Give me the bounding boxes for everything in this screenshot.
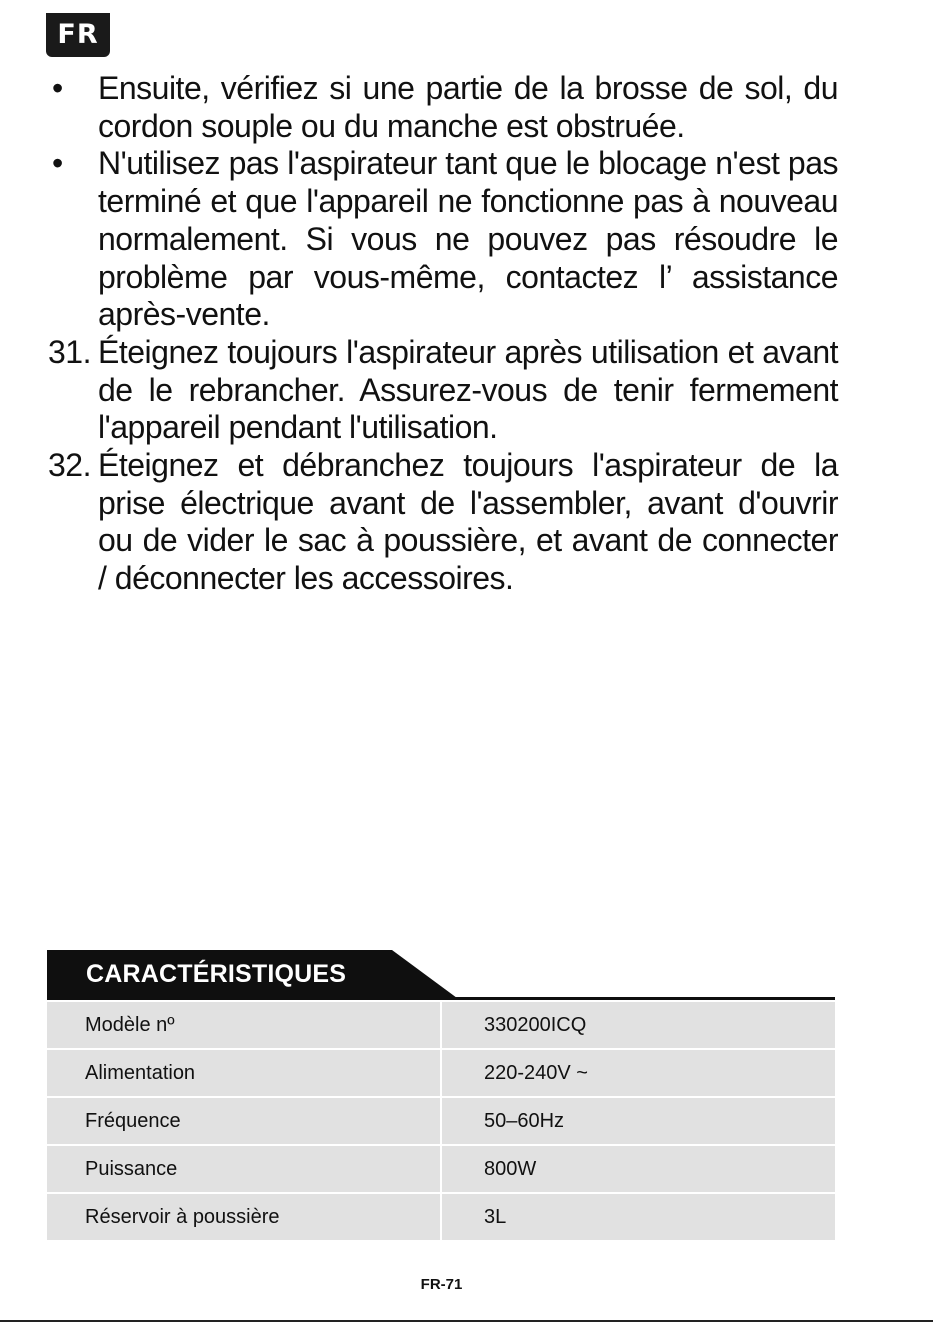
specs-divider (47, 997, 835, 1000)
spec-value: 330200ICQ (442, 1002, 835, 1048)
list-item (48, 70, 838, 145)
list-bullet: • (52, 70, 63, 106)
list-item-text: Éteignez et débranchez toujours l'aspirateur de la prise électrique avant de l'assembler, avant d'ouvrir ou de vider le sac à poussière, et avant de connecter / déconnecter les accessoires. (98, 447, 838, 597)
bottom-divider (0, 1320, 933, 1322)
spec-label: Modèle nº (47, 1002, 440, 1048)
language-badge: FR (46, 13, 110, 57)
table-row (47, 1098, 835, 1144)
table-row (47, 1002, 835, 1048)
spec-label: Fréquence (47, 1098, 440, 1144)
table-row (47, 1194, 835, 1240)
list-item-text: N'utilisez pas l'aspirateur tant que le blocage n'est pas terminé et que l'appareil ne fonctionne pas à nouveau normalement. Si vous ne pouvez pas résoudre le problème par vous-même, contactez l’ assistance après-vente. (98, 145, 838, 333)
spec-value: 800W (442, 1146, 835, 1192)
page-number: FR-71 (420, 1276, 463, 1293)
list-number: 32. (48, 447, 91, 484)
specs-table (47, 1002, 835, 1242)
spec-label: Réservoir à poussière (47, 1194, 440, 1240)
spec-label: Alimentation (47, 1050, 440, 1096)
specs-title: CARACTÉRISTIQUES (86, 960, 347, 988)
spec-value: 220-240V ~ (442, 1050, 835, 1096)
spec-value: 3L (442, 1194, 835, 1240)
list-item (48, 145, 838, 334)
list-item (48, 334, 838, 447)
spec-value: 50–60Hz (442, 1098, 835, 1144)
list-item-text: Éteignez toujours l'aspirateur après utilisation et avant de le rebrancher. Assurez-vous de tenir fermement l'appareil pendant l'utilisation. (98, 333, 838, 446)
list-item (48, 447, 838, 598)
table-row (47, 1146, 835, 1192)
spec-label: Puissance (47, 1146, 440, 1192)
list-item-text: Ensuite, vérifiez si une partie de la brosse de sol, du cordon souple ou du manche est obstruée. (98, 70, 838, 144)
list-bullet: • (52, 145, 63, 182)
instructions-text (48, 70, 838, 598)
table-row (47, 1050, 835, 1096)
list-number: 31. (48, 333, 91, 370)
